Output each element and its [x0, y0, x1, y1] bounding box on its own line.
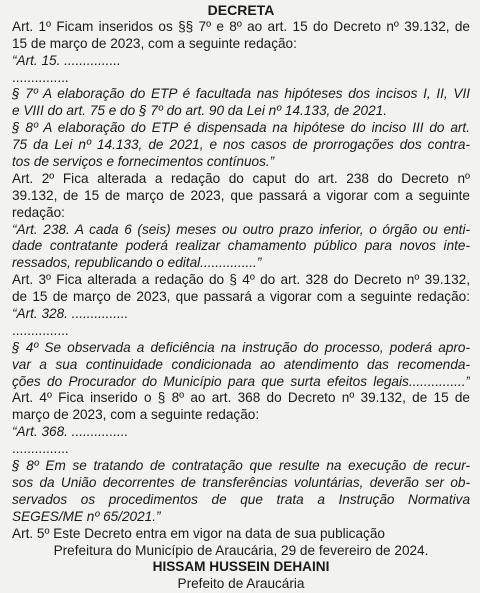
- text-line: Art. 2º Fica alterada a redação do caput do art. 238 do Decreto nº: [12, 170, 470, 186]
- text-line: ções do Procurador do Município para que surta efeitos legais...............”: [12, 373, 470, 389]
- text-line: Prefeito de Araucária: [177, 576, 305, 592]
- decree-body: [12, 19, 470, 593]
- text-line: “Art. 15. ...............: [12, 52, 121, 68]
- text-line: servados os procedimentos de que trata a Instrução Normativa: [12, 491, 470, 507]
- text-line: 39.132, de 15 de março de 2023, que passará a vigorar com a seguinte: [12, 187, 470, 203]
- text-line: ...............: [12, 69, 69, 85]
- text-line: § 8º A elaboração do ETP é dispensada na hipótese do inciso III do art.: [12, 120, 470, 136]
- text-line: “Art. 238. A cada 6 (seis) meses ou outro prazo inferior, o órgão ou enti-: [12, 221, 470, 237]
- text-line: Art. 4º Fica inserido o § 8º ao art. 368 do Decreto nº 39.132, de 15 de: [12, 390, 470, 406]
- text-line: redação:: [12, 204, 65, 220]
- text-line: ressados, republicando o edital...............”: [12, 255, 262, 271]
- text-line: Art. 5º Este Decreto entra em vigor na data de sua publicação: [12, 525, 385, 541]
- text-line: de 15 de março de 2023, que passará a vigorar com a seguinte redação:: [12, 289, 470, 305]
- text-line: dade contratante poderá realizar chamamento público para novos inte-: [12, 238, 470, 254]
- text-line: “Art. 368. ...............: [12, 424, 129, 440]
- text-line: 15 de março de 2023, com a seguinte redação:: [12, 35, 297, 51]
- text-line: “Art. 328. ...............: [12, 306, 129, 322]
- text-line: § 4º Se observada a deficiência na instrução do processo, poderá apro-: [12, 339, 470, 355]
- text-line: Prefeitura do Município de Araucária, 29 de fevereiro de 2024.: [53, 542, 429, 558]
- text-line: SEGES/ME nº 65/2021.”: [12, 508, 161, 524]
- text-line: Art. 3º Fica alterada a redação do § 4º do art. 328 do Decreto nº 39.132,: [12, 272, 470, 288]
- text-line: ...............: [12, 322, 69, 338]
- text-line: § 8º Em se tratando de contratação que resulte na execução de recur-: [12, 458, 470, 474]
- text-line: Art. 1º Ficam inseridos os §§ 7º e 8º ao art. 15 do Decreto nº 39.132, de: [12, 18, 470, 34]
- text-line: var a sua continuidade condicionada ao atendimento das recomenda-: [12, 356, 470, 372]
- text-line: sos da União decorrentes de transferências voluntárias, deverão ser ob-: [12, 474, 470, 490]
- text-line: 75 da Lei nº 14.133, de 2021, e nos casos de prorrogações dos contra-: [12, 137, 470, 153]
- text-line: HISSAM HUSSEIN DEHAINI: [152, 559, 330, 575]
- text-line: março de 2023, com a seguinte redação:: [12, 407, 260, 423]
- text-line: tos de serviços e fornecimentos contínuos.”: [12, 154, 275, 170]
- text-line: § 7º A elaboração do ETP é facultada nas hipóteses dos incisos I, II, VII: [12, 86, 470, 102]
- decree-heading: DECRETA: [207, 2, 275, 18]
- text-line: ...............: [12, 441, 69, 457]
- text-line: e VIII do art. 75 e do § 7º do art. 90 da Lei nº 14.133, de 2021.: [12, 103, 387, 119]
